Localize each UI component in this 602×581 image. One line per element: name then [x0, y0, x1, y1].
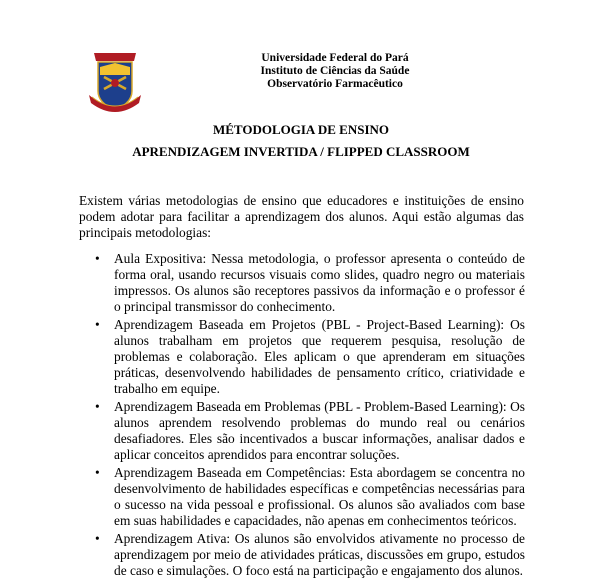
- list-item: [79, 465, 525, 529]
- list-item: [79, 399, 525, 463]
- list-item-text: Aula Expositiva: Nessa metodologia, o professor apresenta o conteúdo de forma oral, usando recursos visuais como slides, quadro negro ou materiais impressos. Os alunos são receptores passivos da informação e o professor é o principal transmissor do conhecimento.: [114, 251, 525, 314]
- list-item-text: Aprendizagem Baseada em Competências: Esta abordagem se concentra no desenvolvimento de habilidades específicas e competências necessárias para o sucesso na vida pessoal e profissional. Os alunos são avaliados com base em suas habilidades e capacidades, não apenas em conhecimentos teóricos.: [114, 465, 525, 528]
- list-item-text: Aprendizagem Ativa: Os alunos são envolvidos ativamente no processo de aprendizagem por meio de atividades práticas, discussões em grupo, estudos de caso e simulações. O foco está na participação e engajamento dos alunos.: [114, 531, 525, 578]
- university-crest-icon: [86, 47, 144, 117]
- bullet-icon: •: [95, 399, 100, 414]
- university-name: Universidade Federal do Pará: [261, 52, 409, 64]
- list-item-text: Aprendizagem Baseada em Projetos (PBL - Project-Based Learning): Os alunos trabalham em projetos que requerem pesquisa, resolução de problemas e colaboração. Eles aplicam o que aprenderam em situações práticas, desenvolvendo habilidades de pensamento crítico, criatividade e trabalho em equipe.: [114, 317, 525, 396]
- bullet-icon: •: [95, 531, 100, 546]
- institute-name: Instituto de Ciências da Saúde: [260, 65, 410, 77]
- bullet-icon: •: [95, 317, 100, 332]
- bullet-icon: •: [95, 251, 100, 266]
- intro-paragraph: Existem várias metodologias de ensino que educadores e instituições de ensino podem adotar para facilitar a aprendizagem dos alunos. Aqui estão algumas das principais metodologias:: [79, 193, 524, 240]
- list-item: [79, 531, 525, 579]
- methodology-list: [79, 251, 525, 581]
- document-title: MÉTODOLOGIA DE ENSINO: [212, 122, 390, 137]
- institution-header: [210, 52, 460, 91]
- list-item-text: Aprendizagem Baseada em Problemas (PBL - Problem-Based Learning): Os alunos aprendem resolvendo problemas do mundo real ou cenários desafiadores. Eles são incentivados a buscar informações, analisar dados e aplicar conceitos aprendidos para encontrar soluções.: [114, 399, 525, 462]
- observatory-name: Observatório Farmacêutico: [267, 78, 403, 90]
- list-item: [79, 317, 525, 397]
- document-subtitle: APRENDIZAGEM INVERTIDA / FLIPPED CLASSROOM: [132, 144, 470, 159]
- list-item: [79, 251, 525, 315]
- bullet-icon: •: [95, 465, 100, 480]
